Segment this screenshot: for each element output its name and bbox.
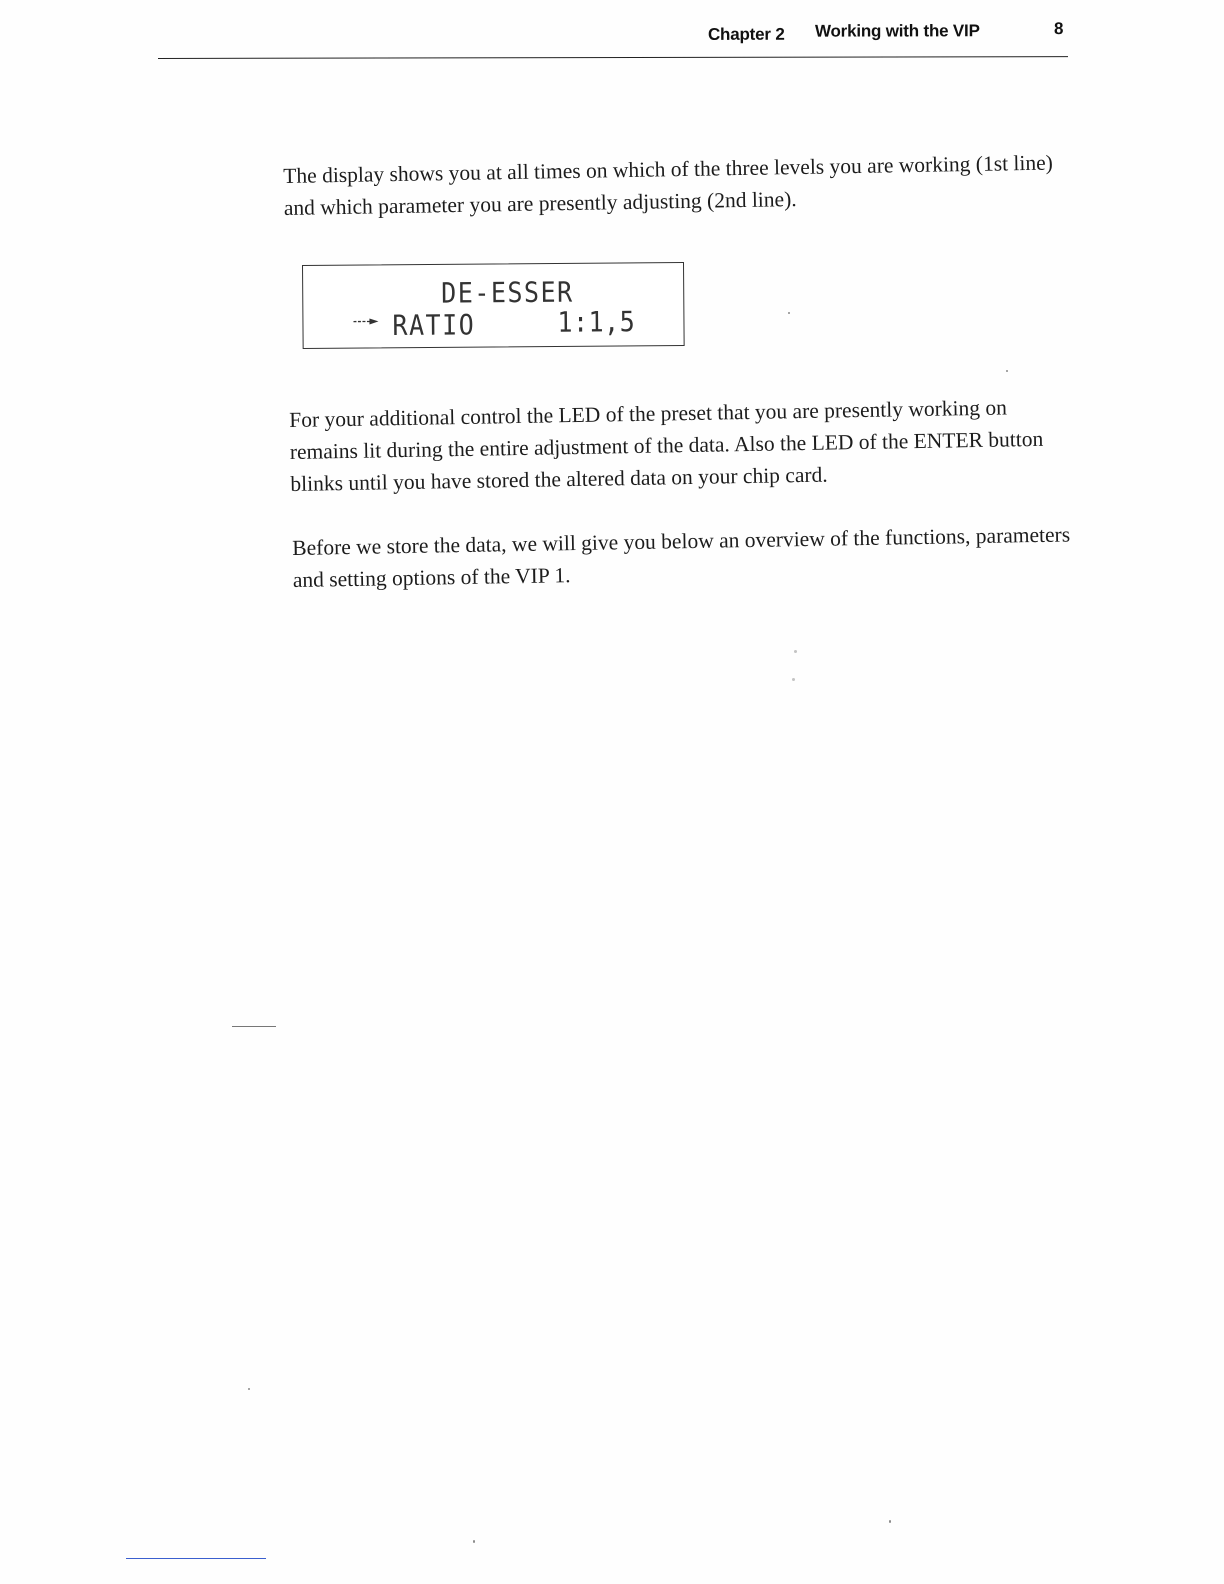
running-header [158, 16, 1068, 58]
lcd-display-illustration [302, 262, 685, 349]
scan-speck [889, 1520, 891, 1523]
lcd-line-parameter: RATIO [392, 308, 476, 342]
body-paragraph-display-levels: The display shows you at all times on which of the three levels you are working (1st line) and which parameter you are presently adjusting (2nd line). [283, 150, 1054, 220]
header-title: Working with the VIP [814, 21, 980, 41]
lcd-line-function: DE-ESSER [441, 275, 574, 310]
scan-speck [792, 678, 795, 681]
arrow-right-icon [353, 317, 379, 325]
scan-speck [473, 1540, 475, 1543]
scan-speck [794, 650, 797, 653]
scan-speck [1006, 370, 1008, 372]
footer-rule [126, 1558, 266, 1559]
scan-stray-mark [232, 1026, 276, 1027]
header-chapter: Chapter 2 [707, 24, 785, 44]
page-number: 8 [1053, 19, 1064, 39]
body-paragraph-led-control: For your additional control the LED of the preset that you are presently working on remains lit during the entire adjustment of the data. Also the LED of the ENTER button blinks until you have stored the altered data on your chip card. [289, 395, 1044, 496]
header-rule [158, 56, 1068, 59]
scan-speck [248, 1388, 250, 1390]
lcd-parameter-value: 1:1,5 [557, 305, 636, 339]
body-paragraph-overview-intro: Before we store the data, we will give you below an overview of the functions, parameters and setting options of the VIP 1. [292, 522, 1071, 592]
scan-speck [788, 312, 790, 314]
